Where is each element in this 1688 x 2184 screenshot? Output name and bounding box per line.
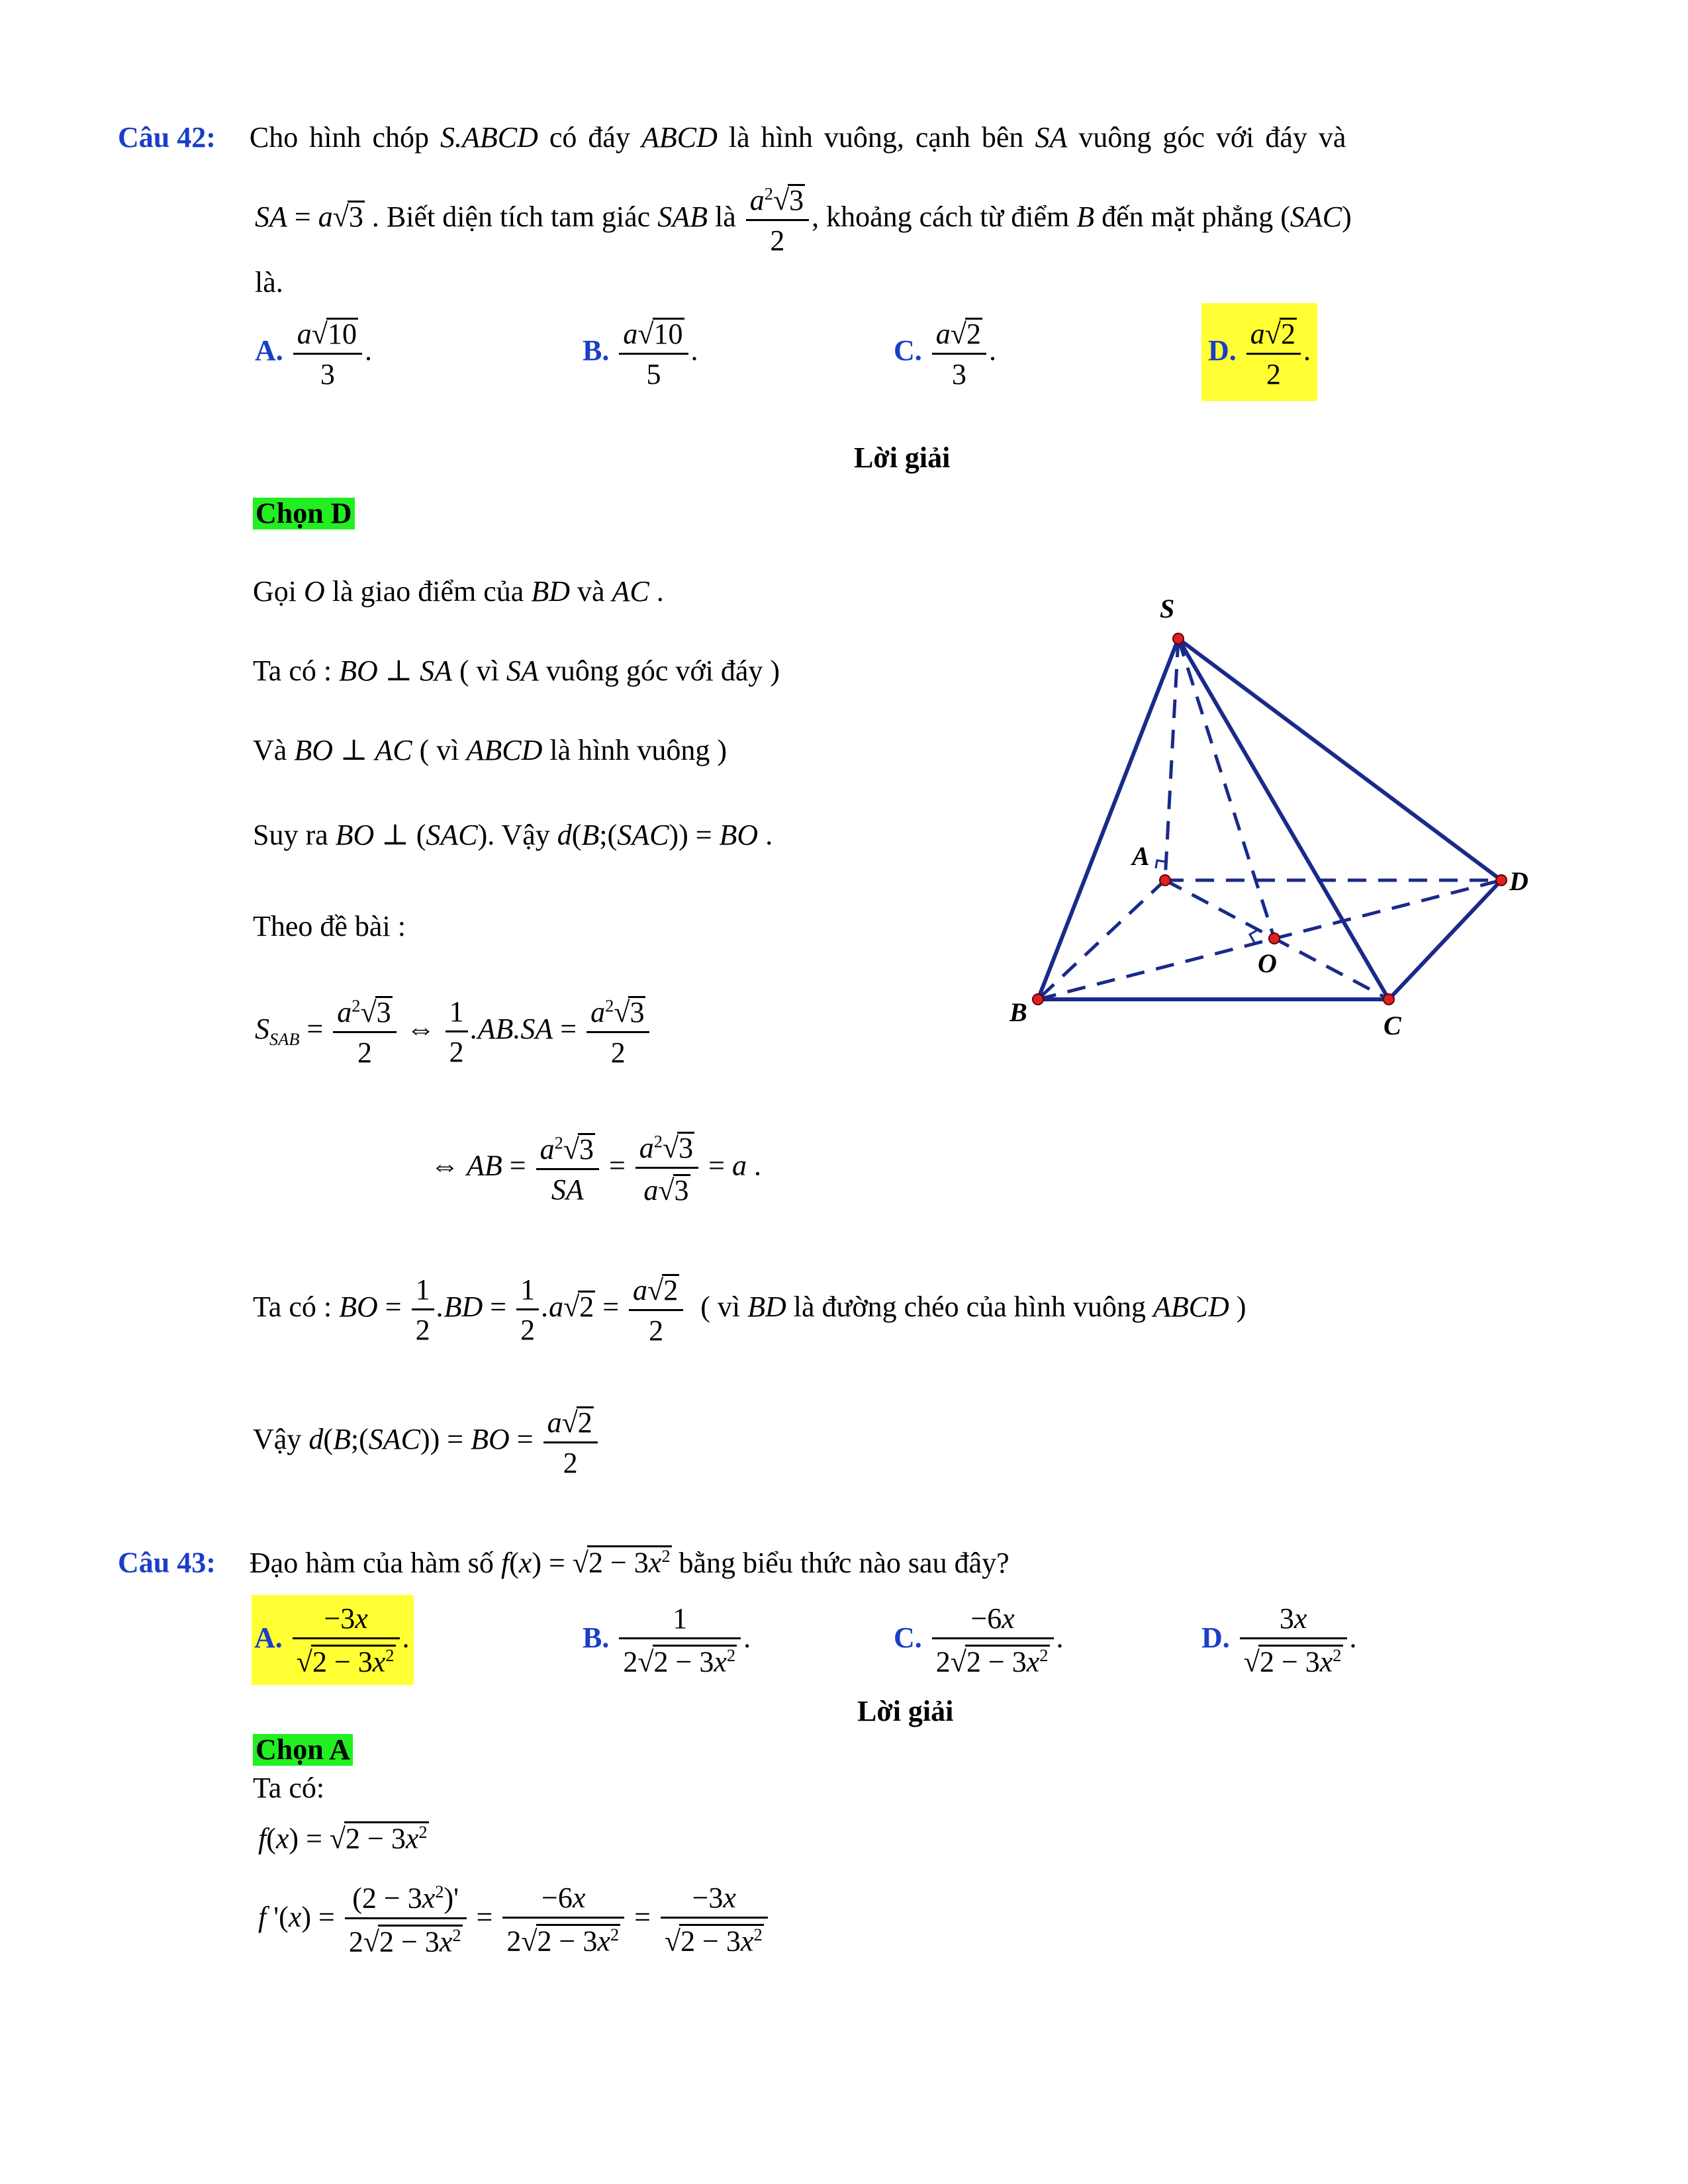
edge-sb [1038, 639, 1178, 999]
label-o: O [1258, 948, 1277, 978]
q42-solution-title: Lời giải [854, 441, 951, 474]
q42-option-a[interactable]: A. $\frac{a√10}{3}$ . [255, 318, 372, 390]
q42-option-b[interactable]: B. $\frac{a√10}{5}$ . [583, 318, 698, 390]
q43-option-b[interactable]: B. $\frac{1}{2√2 - 3x^2}$ . [583, 1602, 751, 1678]
q42-choice: Chọn D [253, 498, 355, 529]
edge-sd [1178, 639, 1501, 880]
q43-label: Câu 43: [118, 1546, 216, 1579]
point-o [1269, 933, 1280, 944]
q42-line-1: Gọi O là giao điểm của BD và AC . [253, 575, 664, 608]
label-a: A [1132, 841, 1150, 871]
q43-choice: Chọn A [253, 1734, 353, 1766]
q42-line-3: Và BO ⊥ AC ( vì ABCD là hình vuông ) [253, 734, 727, 766]
q42-line-4: Suy ra BO ⊥ (SAC). Vậy d(B;(SAC)) = BO . [253, 819, 773, 851]
edge-sc [1178, 639, 1389, 999]
label-b: B [1009, 997, 1027, 1027]
q42-label: Câu 42: [118, 121, 216, 154]
point-s [1173, 633, 1184, 644]
label-d: D [1509, 866, 1528, 896]
point-b [1033, 994, 1043, 1005]
q42-text1: Cho hình chóp S.ABCD có đáy ABCD là hình vuông, cạnh bên SA vuông góc với đáy và [249, 121, 1346, 154]
q43-eq-fprime: f '(x) = $\frac{(2 - 3x^2)'}{2√2 - 3x^2}$ = $\frac{-6x}{2√2 - 3x^2}$ = $\frac{-3x}{√2 - 3x^2}$ [258, 1883, 771, 1956]
q42-eq-area: $S_{SAB}$ = $\frac{a^2√3}{2}$ ⇔ $\frac{1}{2}$ .AB.SA = $\frac{a^2√3}{2}$ [255, 996, 652, 1068]
right-angle-a [1156, 860, 1165, 868]
q42-eq-bo: Ta có : BO = $\frac{1}{2}$ .BD = $\frac{1}{2}$ .a√2 = $\frac{a√2}{2}$ ( vì BD là đường chéo của hình vuông ABCD ) [253, 1273, 1246, 1347]
q42-eq-final: Vậy d(B;(SAC)) = BO = $\frac{a√2}{2}$ [253, 1406, 600, 1478]
label-s: S [1160, 594, 1175, 623]
q42-eq-ab: ⇔ AB = $\frac{a^2√3}{SA}$ = $\frac{a^2√3}{a√3}$ = a . [430, 1131, 761, 1206]
q43-ta-co: Ta có: [253, 1772, 325, 1804]
right-angle-o [1250, 930, 1258, 942]
q43-option-c[interactable]: C. $\frac{-6x}{2√2 - 3x^2}$ . [894, 1602, 1064, 1678]
q42-line-5: Theo đề bài : [253, 910, 406, 942]
q42-option-c[interactable]: C. $\frac{a√2}{3}$ . [894, 318, 996, 390]
q42-line-2: Ta có : BO ⊥ SA ( vì SA vuông góc với đáy ) [253, 655, 780, 687]
point-c [1383, 994, 1394, 1005]
edge-sa [1165, 639, 1178, 880]
label-c: C [1383, 1011, 1401, 1040]
q42-option-d-correct[interactable]: D. $\frac{a√2}{2}$ . [1201, 303, 1317, 401]
q43-solution-title: Lời giải [857, 1695, 954, 1727]
point-a [1160, 875, 1170, 886]
q43-option-d[interactable]: D. $\frac{3x}{√2 - 3x^2}$ . [1201, 1602, 1357, 1678]
q43-line1: Câu 43: Đạo hàm của hàm số $f(x) = √2 - 3x^2$ bằng biểu thức nào sau đây? [118, 1546, 1009, 1579]
q42-line3: là. [255, 266, 283, 298]
q43-option-a-correct[interactable]: A. $\frac{-3x}{√2 - 3x^2}$ . [252, 1595, 414, 1685]
q42-line2: SA = a√3 . Biết diện tích tam giác SAB là $\frac{a^2√3}{2}$ , khoảng cách từ điểm B đến mặt phẳng (SAC) [255, 183, 1352, 257]
q43-eq-f: $f(x) = √2 - 3x^2$ [258, 1822, 428, 1855]
point-d [1496, 875, 1507, 886]
edge-cd [1389, 880, 1501, 999]
q42-area-fraction: $\frac{a^2√3}{2}$ [746, 184, 809, 255]
